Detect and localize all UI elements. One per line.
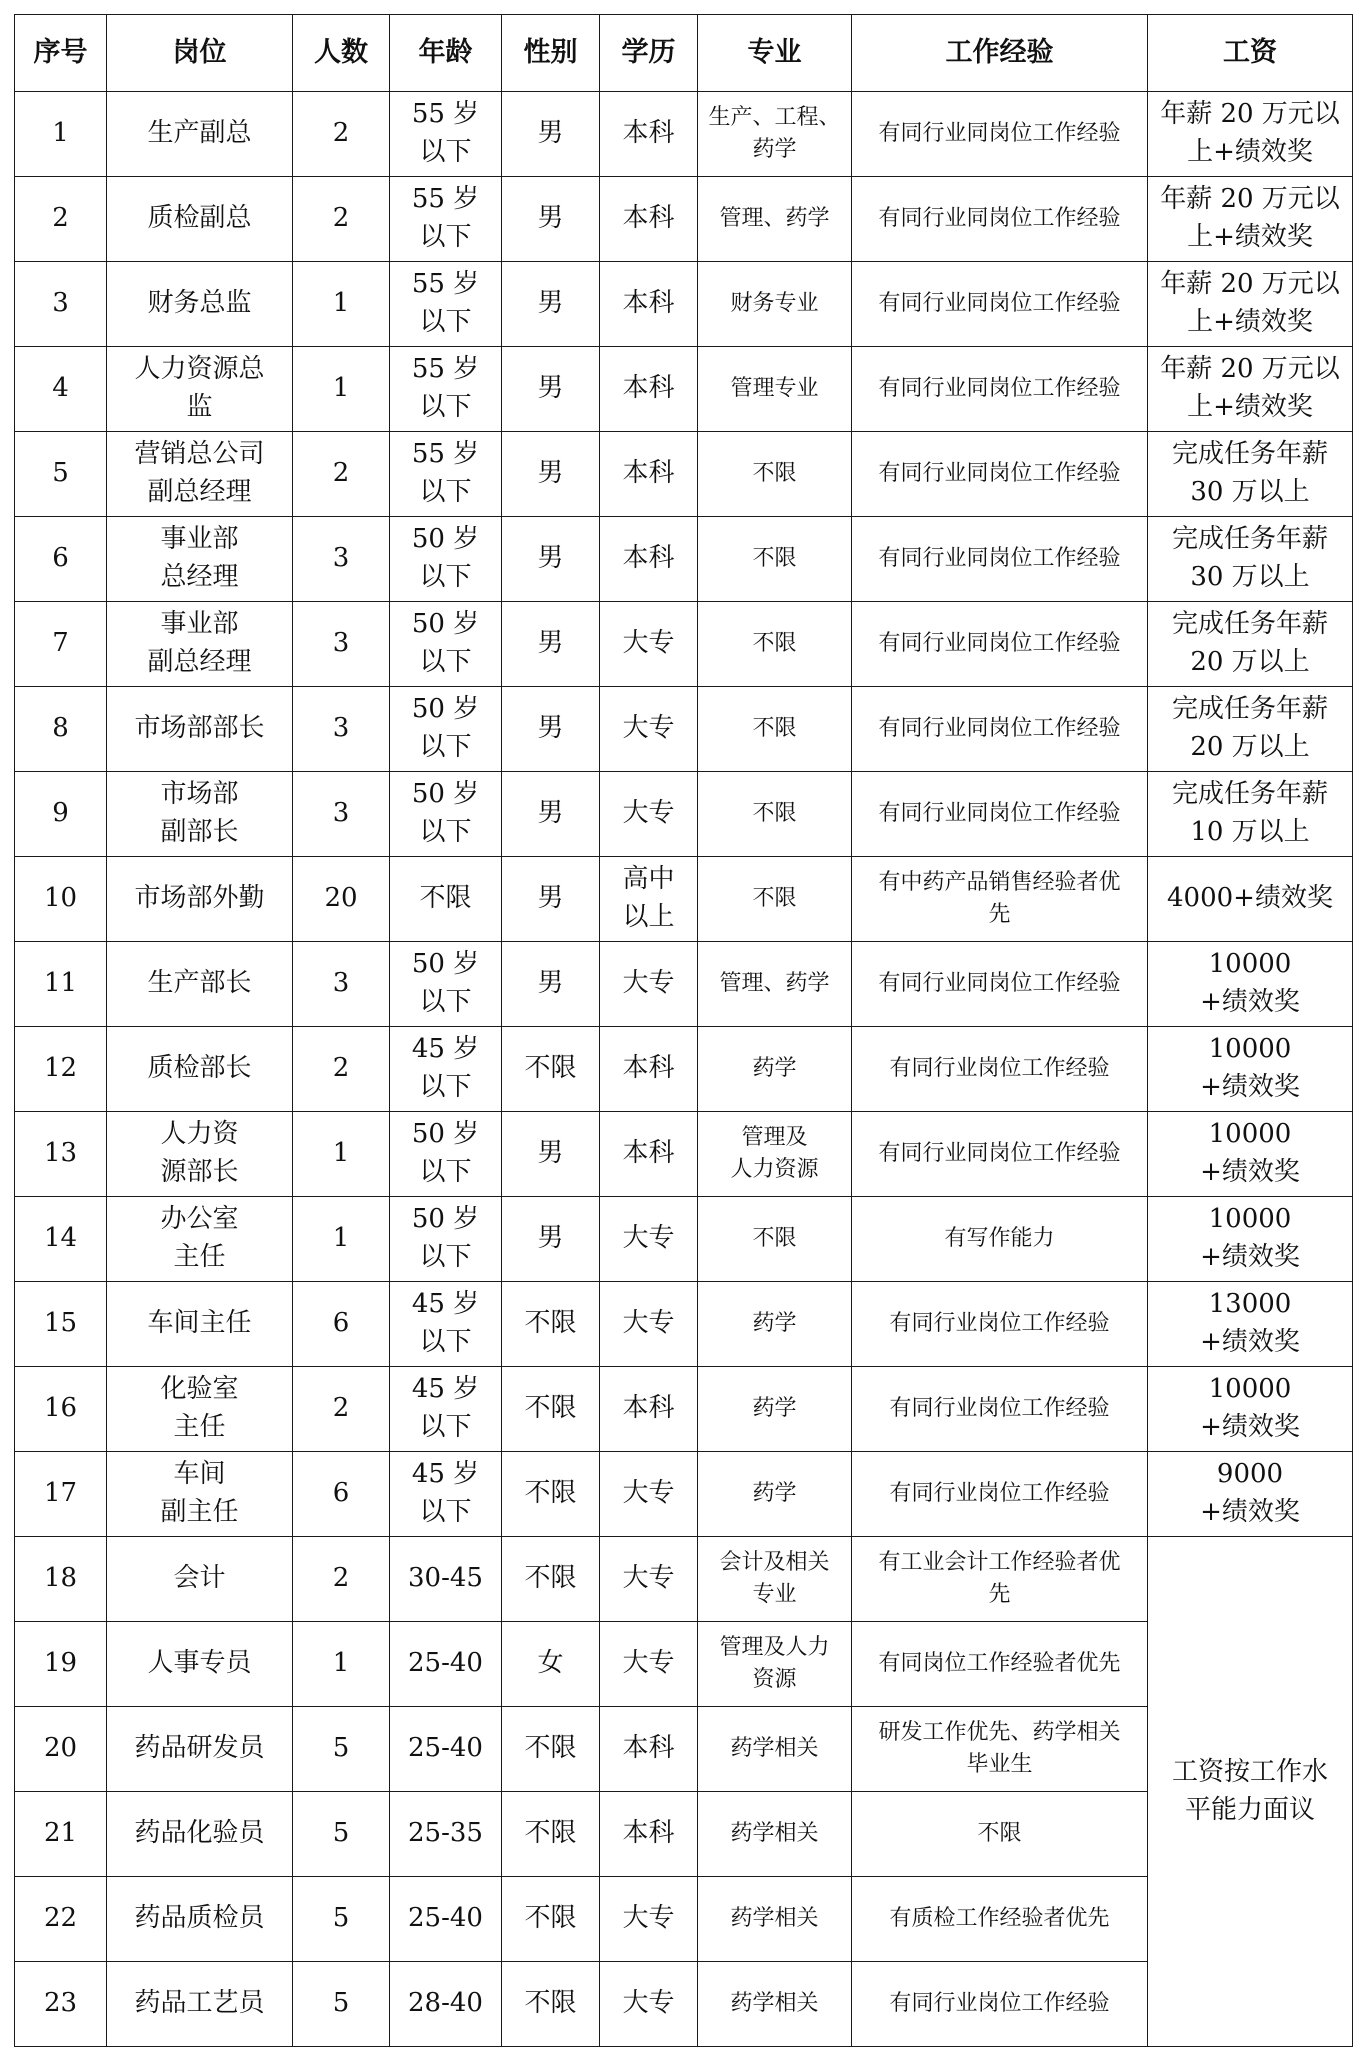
cell-major: 药学相关	[698, 1792, 852, 1877]
cell-position: 人力资源总 监	[107, 347, 293, 432]
cell-experience: 有同行业同岗位工作经验	[852, 1112, 1148, 1197]
cell-gender: 不限	[502, 1537, 600, 1622]
cell-age: 45 岁 以下	[390, 1367, 502, 1452]
cell-gender: 男	[502, 602, 600, 687]
cell-education: 本科	[600, 1792, 698, 1877]
cell-gender: 男	[502, 942, 600, 1027]
cell-experience: 有同行业同岗位工作经验	[852, 262, 1148, 347]
cell-education: 大专	[600, 1197, 698, 1282]
cell-gender: 不限	[502, 1452, 600, 1537]
cell-no: 22	[15, 1877, 107, 1962]
cell-education: 大专	[600, 687, 698, 772]
cell-gender: 女	[502, 1622, 600, 1707]
cell-position: 车间主任	[107, 1282, 293, 1367]
cell-major: 药学	[698, 1367, 852, 1452]
cell-age: 25-40	[390, 1707, 502, 1792]
header-row	[15, 15, 1353, 92]
cell-gender: 不限	[502, 1282, 600, 1367]
cell-age: 50 岁 以下	[390, 772, 502, 857]
cell-salary: 完成任务年薪 30 万以上	[1148, 517, 1353, 602]
cell-position: 财务总监	[107, 262, 293, 347]
table-row	[15, 177, 1353, 262]
cell-age: 55 岁 以下	[390, 92, 502, 177]
cell-education: 大专	[600, 1537, 698, 1622]
cell-no: 2	[15, 177, 107, 262]
cell-position: 车间 副主任	[107, 1452, 293, 1537]
cell-count: 5	[293, 1877, 390, 1962]
cell-education: 本科	[600, 517, 698, 602]
cell-gender: 男	[502, 262, 600, 347]
table-row	[15, 687, 1353, 772]
cell-count: 6	[293, 1282, 390, 1367]
table-row	[15, 1537, 1353, 1622]
cell-experience: 研发工作优先、药学相关 毕业生	[852, 1707, 1148, 1792]
cell-no: 18	[15, 1537, 107, 1622]
cell-position: 事业部 总经理	[107, 517, 293, 602]
cell-gender: 男	[502, 857, 600, 942]
cell-count: 5	[293, 1707, 390, 1792]
table-row	[15, 1027, 1353, 1112]
cell-no: 8	[15, 687, 107, 772]
cell-major: 会计及相关 专业	[698, 1537, 852, 1622]
cell-major: 管理及 人力资源	[698, 1112, 852, 1197]
cell-experience: 有同行业同岗位工作经验	[852, 92, 1148, 177]
cell-education: 大专	[600, 1622, 698, 1707]
cell-age: 50 岁 以下	[390, 517, 502, 602]
cell-no: 15	[15, 1282, 107, 1367]
cell-no: 16	[15, 1367, 107, 1452]
cell-experience: 有质检工作经验者优先	[852, 1877, 1148, 1962]
cell-age: 28-40	[390, 1962, 502, 2047]
cell-gender: 男	[502, 772, 600, 857]
cell-education: 本科	[600, 1027, 698, 1112]
cell-experience: 有同行业岗位工作经验	[852, 1452, 1148, 1537]
table-body	[15, 92, 1353, 2047]
cell-age: 25-35	[390, 1792, 502, 1877]
cell-count: 2	[293, 432, 390, 517]
table-row	[15, 262, 1353, 347]
cell-age: 50 岁 以下	[390, 1112, 502, 1197]
cell-salary: 10000 +绩效奖	[1148, 1197, 1353, 1282]
cell-gender: 不限	[502, 1027, 600, 1112]
cell-age: 30-45	[390, 1537, 502, 1622]
cell-gender: 男	[502, 1112, 600, 1197]
cell-gender: 男	[502, 432, 600, 517]
cell-experience: 有同行业同岗位工作经验	[852, 772, 1148, 857]
cell-count: 6	[293, 1452, 390, 1537]
cell-major: 不限	[698, 687, 852, 772]
cell-gender: 男	[502, 347, 600, 432]
cell-age: 25-40	[390, 1877, 502, 1962]
cell-major: 管理专业	[698, 347, 852, 432]
cell-education: 大专	[600, 1962, 698, 2047]
cell-experience: 有同行业同岗位工作经验	[852, 347, 1148, 432]
cell-major: 不限	[698, 857, 852, 942]
cell-gender: 不限	[502, 1792, 600, 1877]
cell-position: 市场部部长	[107, 687, 293, 772]
cell-no: 14	[15, 1197, 107, 1282]
cell-position: 质检部长	[107, 1027, 293, 1112]
cell-salary: 10000 +绩效奖	[1148, 1112, 1353, 1197]
cell-education: 大专	[600, 1877, 698, 1962]
cell-no: 1	[15, 92, 107, 177]
cell-count: 1	[293, 347, 390, 432]
table-row	[15, 1282, 1353, 1367]
cell-gender: 不限	[502, 1707, 600, 1792]
cell-age: 45 岁 以下	[390, 1282, 502, 1367]
cell-no: 19	[15, 1622, 107, 1707]
header-position: 岗位	[107, 15, 293, 92]
cell-education: 本科	[600, 92, 698, 177]
cell-count: 1	[293, 262, 390, 347]
cell-major: 不限	[698, 772, 852, 857]
cell-experience: 有同行业同岗位工作经验	[852, 942, 1148, 1027]
cell-position: 办公室 主任	[107, 1197, 293, 1282]
cell-position: 会计	[107, 1537, 293, 1622]
cell-age: 50 岁 以下	[390, 602, 502, 687]
cell-position: 营销总公司 副总经理	[107, 432, 293, 517]
cell-experience: 有同行业同岗位工作经验	[852, 432, 1148, 517]
header-major: 专业	[698, 15, 852, 92]
cell-count: 3	[293, 687, 390, 772]
cell-major: 药学	[698, 1282, 852, 1367]
cell-education: 大专	[600, 1282, 698, 1367]
cell-major: 药学相关	[698, 1707, 852, 1792]
cell-position: 事业部 副总经理	[107, 602, 293, 687]
cell-experience: 有同行业岗位工作经验	[852, 1282, 1148, 1367]
header-count: 人数	[293, 15, 390, 92]
table-row	[15, 517, 1353, 602]
cell-gender: 不限	[502, 1962, 600, 2047]
cell-count: 2	[293, 1027, 390, 1112]
cell-position: 市场部外勤	[107, 857, 293, 942]
cell-age: 55 岁 以下	[390, 432, 502, 517]
cell-experience: 有写作能力	[852, 1197, 1148, 1282]
table-row	[15, 1452, 1353, 1537]
cell-age: 55 岁 以下	[390, 262, 502, 347]
job-table-container	[14, 14, 1352, 2047]
cell-salary: 9000 +绩效奖	[1148, 1452, 1353, 1537]
cell-experience: 有同行业同岗位工作经验	[852, 687, 1148, 772]
cell-major: 药学	[698, 1452, 852, 1537]
cell-no: 11	[15, 942, 107, 1027]
header-salary: 工资	[1148, 15, 1353, 92]
cell-experience: 有同行业同岗位工作经验	[852, 517, 1148, 602]
cell-experience: 有工业会计工作经验者优 先	[852, 1537, 1148, 1622]
cell-salary: 完成任务年薪 20 万以上	[1148, 602, 1353, 687]
cell-gender: 男	[502, 1197, 600, 1282]
table-row	[15, 1197, 1353, 1282]
cell-position: 化验室 主任	[107, 1367, 293, 1452]
cell-age: 45 岁 以下	[390, 1027, 502, 1112]
cell-experience: 有同行业岗位工作经验	[852, 1027, 1148, 1112]
cell-age: 55 岁 以下	[390, 347, 502, 432]
cell-experience: 有同岗位工作经验者优先	[852, 1622, 1148, 1707]
cell-age: 不限	[390, 857, 502, 942]
cell-salary: 10000 +绩效奖	[1148, 1367, 1353, 1452]
header-gender: 性别	[502, 15, 600, 92]
cell-no: 5	[15, 432, 107, 517]
header-no: 序号	[15, 15, 107, 92]
cell-salary: 年薪 20 万元以 上+绩效奖	[1148, 177, 1353, 262]
cell-experience: 不限	[852, 1792, 1148, 1877]
cell-major: 管理及人力 资源	[698, 1622, 852, 1707]
table-row	[15, 1112, 1353, 1197]
cell-salary: 10000 +绩效奖	[1148, 1027, 1353, 1112]
cell-education: 本科	[600, 1367, 698, 1452]
cell-major: 不限	[698, 1197, 852, 1282]
table-row	[15, 857, 1353, 942]
cell-count: 2	[293, 177, 390, 262]
cell-count: 3	[293, 942, 390, 1027]
cell-no: 17	[15, 1452, 107, 1537]
cell-age: 55 岁 以下	[390, 177, 502, 262]
cell-no: 3	[15, 262, 107, 347]
cell-no: 23	[15, 1962, 107, 2047]
cell-salary-negotiable: 工资按工作水 平能力面议	[1148, 1537, 1353, 2047]
cell-salary: 完成任务年薪 20 万以上	[1148, 687, 1353, 772]
cell-major: 药学	[698, 1027, 852, 1112]
cell-major: 财务专业	[698, 262, 852, 347]
cell-education: 本科	[600, 1112, 698, 1197]
cell-count: 1	[293, 1197, 390, 1282]
header-age: 年龄	[390, 15, 502, 92]
table-row	[15, 1367, 1353, 1452]
cell-count: 3	[293, 517, 390, 602]
cell-no: 10	[15, 857, 107, 942]
cell-major: 不限	[698, 432, 852, 517]
cell-position: 市场部 副部长	[107, 772, 293, 857]
cell-major: 不限	[698, 602, 852, 687]
cell-education: 高中 以上	[600, 857, 698, 942]
cell-no: 20	[15, 1707, 107, 1792]
header-experience: 工作经验	[852, 15, 1148, 92]
cell-count: 5	[293, 1962, 390, 2047]
cell-gender: 不限	[502, 1367, 600, 1452]
cell-experience: 有同行业岗位工作经验	[852, 1367, 1148, 1452]
table-row	[15, 772, 1353, 857]
cell-position: 生产部长	[107, 942, 293, 1027]
cell-no: 6	[15, 517, 107, 602]
cell-education: 本科	[600, 1707, 698, 1792]
cell-no: 21	[15, 1792, 107, 1877]
cell-position: 药品质检员	[107, 1877, 293, 1962]
cell-education: 大专	[600, 772, 698, 857]
cell-major: 药学相关	[698, 1962, 852, 2047]
cell-no: 12	[15, 1027, 107, 1112]
cell-gender: 不限	[502, 1877, 600, 1962]
cell-education: 大专	[600, 602, 698, 687]
cell-major: 药学相关	[698, 1877, 852, 1962]
cell-gender: 男	[502, 517, 600, 602]
table-row	[15, 602, 1353, 687]
cell-count: 20	[293, 857, 390, 942]
cell-no: 13	[15, 1112, 107, 1197]
cell-position: 生产副总	[107, 92, 293, 177]
cell-experience: 有同行业同岗位工作经验	[852, 602, 1148, 687]
cell-education: 大专	[600, 1452, 698, 1537]
cell-salary: 10000 +绩效奖	[1148, 942, 1353, 1027]
cell-age: 50 岁 以下	[390, 942, 502, 1027]
cell-education: 大专	[600, 942, 698, 1027]
table-row	[15, 347, 1353, 432]
cell-position: 药品化验员	[107, 1792, 293, 1877]
cell-count: 2	[293, 1537, 390, 1622]
cell-position: 药品工艺员	[107, 1962, 293, 2047]
cell-major: 管理、药学	[698, 177, 852, 262]
cell-education: 本科	[600, 177, 698, 262]
cell-salary: 年薪 20 万元以 上+绩效奖	[1148, 92, 1353, 177]
cell-salary: 完成任务年薪 30 万以上	[1148, 432, 1353, 517]
cell-count: 2	[293, 92, 390, 177]
cell-count: 1	[293, 1112, 390, 1197]
cell-no: 9	[15, 772, 107, 857]
cell-position: 人事专员	[107, 1622, 293, 1707]
table-row	[15, 92, 1353, 177]
recruitment-table	[14, 14, 1353, 2047]
cell-position: 人力资 源部长	[107, 1112, 293, 1197]
cell-gender: 男	[502, 687, 600, 772]
cell-count: 3	[293, 602, 390, 687]
cell-salary: 4000+绩效奖	[1148, 857, 1353, 942]
cell-count: 2	[293, 1367, 390, 1452]
header-education: 学历	[600, 15, 698, 92]
cell-experience: 有同行业岗位工作经验	[852, 1962, 1148, 2047]
cell-major: 不限	[698, 517, 852, 602]
cell-position: 质检副总	[107, 177, 293, 262]
cell-education: 本科	[600, 432, 698, 517]
cell-experience: 有中药产品销售经验者优 先	[852, 857, 1148, 942]
cell-salary: 完成任务年薪 10 万以上	[1148, 772, 1353, 857]
table-row	[15, 942, 1353, 1027]
cell-no: 7	[15, 602, 107, 687]
cell-education: 本科	[600, 262, 698, 347]
cell-salary: 13000 +绩效奖	[1148, 1282, 1353, 1367]
cell-position: 药品研发员	[107, 1707, 293, 1792]
cell-salary: 年薪 20 万元以 上+绩效奖	[1148, 347, 1353, 432]
cell-gender: 男	[502, 177, 600, 262]
cell-education: 本科	[600, 347, 698, 432]
table-row	[15, 432, 1353, 517]
cell-age: 25-40	[390, 1622, 502, 1707]
cell-no: 4	[15, 347, 107, 432]
cell-experience: 有同行业同岗位工作经验	[852, 177, 1148, 262]
cell-age: 50 岁 以下	[390, 687, 502, 772]
cell-major: 生产、工程、 药学	[698, 92, 852, 177]
cell-salary: 年薪 20 万元以 上+绩效奖	[1148, 262, 1353, 347]
cell-count: 3	[293, 772, 390, 857]
cell-age: 45 岁 以下	[390, 1452, 502, 1537]
cell-gender: 男	[502, 92, 600, 177]
cell-major: 管理、药学	[698, 942, 852, 1027]
cell-count: 5	[293, 1792, 390, 1877]
cell-age: 50 岁 以下	[390, 1197, 502, 1282]
cell-count: 1	[293, 1622, 390, 1707]
